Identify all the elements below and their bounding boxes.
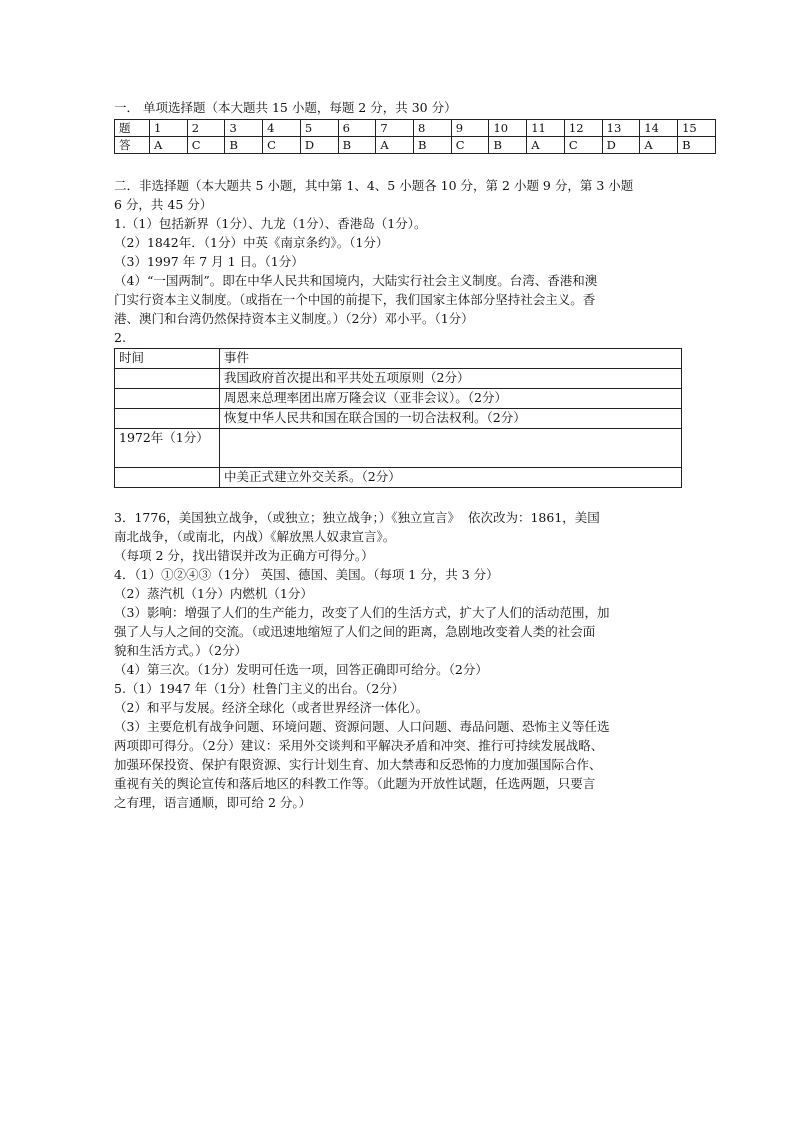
question-number: 11	[527, 120, 565, 137]
timeline-event: 我国政府首次提出和平共处五项原则（2分）	[220, 369, 682, 389]
answer-cell: B	[414, 137, 452, 154]
question-number: 4	[263, 120, 301, 137]
q5-line: 5.（1）1947 年（1分）杜鲁门主义的出台。（2分）	[114, 681, 405, 696]
header-event: 事件	[220, 349, 682, 369]
q5-line: （3）主要危机有战争问题、环境问题、资源问题、人口问题、毒品问题、恐怖主义等任选	[114, 719, 610, 734]
choice-answer-table	[114, 119, 716, 154]
answer-cell: A	[150, 137, 188, 154]
question-number: 3	[225, 120, 263, 137]
answer-cell: B	[489, 137, 527, 154]
timeline-event: 中美正式建立外交关系。（2分）	[220, 468, 682, 488]
answer-cell: A	[376, 137, 414, 154]
q4-line: 强了人与人之间的交流。（或迅速地缩短了人们之间的距离，急剧地改变着人类的社会面	[114, 624, 596, 639]
q4-line: （4）第三次。（1分）发明可任选一项，回答正确即可给分。（2分）	[114, 662, 488, 677]
timeline-row	[115, 409, 682, 429]
question-number: 2	[187, 120, 225, 137]
timeline-header-row	[115, 349, 682, 369]
question-number: 1	[150, 120, 188, 137]
answer-cell: C	[187, 137, 225, 154]
section2-title-line2: 6 分，共 45 分）	[114, 197, 213, 212]
q1-line: 门实行资本主义制度。（或指在一个中国的前提下，我们国家主体部分坚持社会主义。香	[114, 292, 596, 307]
timeline-row	[115, 429, 682, 468]
question-3-answer	[114, 508, 694, 565]
row-label-question: 题	[115, 120, 150, 137]
question-2-timeline-table	[114, 348, 682, 488]
row-label-answer: 答	[115, 137, 150, 154]
question-number: 8	[414, 120, 452, 137]
q5-line: 加强环保投资、保护有限资源、实行计划生育、加大禁毒和反恐怖的力度加强国际合作、	[114, 757, 602, 772]
answer-cell: A	[527, 137, 565, 154]
answer-cell: C	[451, 137, 489, 154]
q4-line: （2）蒸汽机（1分）内燃机（1分）	[114, 586, 313, 601]
section1-title: 一． 单项选择题（本大题共 15 小题，每题 2 分，共 30 分）	[114, 100, 457, 115]
question-number: 12	[564, 120, 602, 137]
answer-cell: B	[678, 137, 716, 154]
q3-line: 南北战争，（或南北，内战）《解放黑人奴隶宣言》。	[114, 529, 396, 544]
header-time: 时间	[115, 349, 220, 369]
question-5-answer	[114, 679, 694, 812]
q3-line: （每项 2 分，找出错误并改为正确方可得分。）	[114, 548, 374, 563]
question-4-answer	[114, 565, 694, 679]
q4-line: 4．（1）①②④③（1分） 英国、德国、美国。（每项 1 分，共 3 分）	[114, 567, 499, 582]
answer-cell: C	[263, 137, 301, 154]
q1-line: （3）1997 年 7 月 1 日。（1分）	[114, 254, 304, 269]
answer-row	[115, 137, 716, 154]
answer-cell: B	[338, 137, 376, 154]
timeline-row	[115, 369, 682, 389]
timeline-row	[115, 389, 682, 409]
question-number: 9	[451, 120, 489, 137]
question-number: 15	[678, 120, 716, 137]
answer-cell: D	[602, 137, 640, 154]
answer-sheet	[114, 98, 697, 812]
q1-line: 港、澳门和台湾仍然保持资本主义制度。）（2分）邓小平。（1分）	[114, 311, 474, 326]
timeline-time	[115, 468, 220, 488]
question-number: 7	[376, 120, 414, 137]
question-number: 14	[640, 120, 678, 137]
q3-line: 3．1776，美国独立战争，（或独立；独立战争；）《独立宣言》 依次改为：1861，美国	[114, 510, 600, 525]
q5-line: 之有理，语言通顺，即可给 2 分。）	[114, 795, 312, 810]
q5-line: 重视有关的舆论宣传和落后地区的科教工作等。（此题为开放性试题，任选两题，只要言	[114, 776, 596, 791]
q5-line: 两项即可得分。（2分）建议：采用外交谈判和平解决矛盾和冲突、推行可持续发展战略、	[114, 738, 604, 753]
answer-cell: A	[640, 137, 678, 154]
answer-cell: C	[564, 137, 602, 154]
timeline-event: 恢复中华人民共和国在联合国的一切合法权利。（2分）	[220, 409, 682, 429]
timeline-time: 1972年（1分）	[115, 429, 220, 468]
q2-label: 2.	[114, 330, 126, 345]
q1-line: （2）1842年．（1分）中英《南京条约》。（1分）	[114, 235, 389, 250]
question-number: 5	[300, 120, 338, 137]
timeline-time	[115, 409, 220, 429]
timeline-event	[220, 429, 682, 468]
question-number-row	[115, 120, 716, 137]
question-number: 13	[602, 120, 640, 137]
q4-line: 貌和生活方式。）（2分）	[114, 643, 247, 658]
question-1-answer	[114, 214, 694, 328]
q5-line: （2）和平与发展。经济全球化（或者世界经济一体化）。	[114, 700, 429, 715]
q4-line: （3）影响：增强了人们的生产能力，改变了人们的生活方式，扩大了人们的活动范围，加	[114, 605, 610, 620]
timeline-event: 周恩来总理率团出席万隆会议（亚非会议）。（2分）	[220, 389, 682, 409]
q1-line: 1.（1）包括新界（1分）、九龙（1分）、香港岛（1分）。	[114, 216, 427, 231]
question-number: 6	[338, 120, 376, 137]
section2-title-line1: 二．非选择题（本大题共 5 小题，其中第 1、4、5 小题各 10 分，第 2 小题 9 分，第 3 小题	[114, 178, 634, 193]
question-number: 10	[489, 120, 527, 137]
timeline-time	[115, 389, 220, 409]
answer-cell: B	[225, 137, 263, 154]
timeline-time	[115, 369, 220, 389]
answer-cell: D	[300, 137, 338, 154]
q1-line: （4）“一国两制”。即在中华人民共和国境内，大陆实行社会主义制度。台湾、香港和澳	[114, 273, 598, 288]
timeline-row	[115, 468, 682, 488]
